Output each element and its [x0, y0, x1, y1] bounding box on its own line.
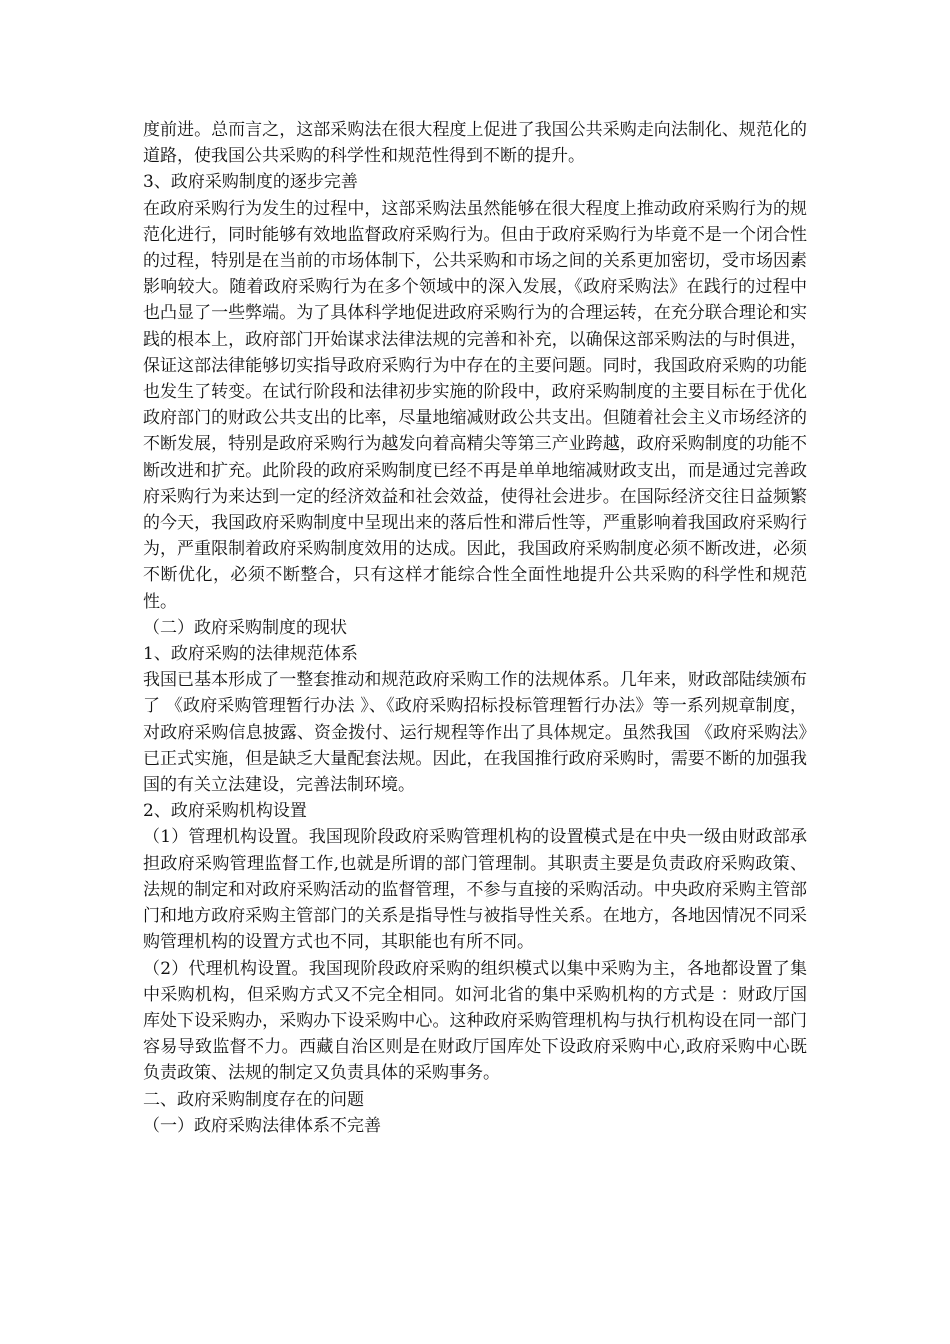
- paragraph-system-improvement: 在政府采购行为发生的过程中，这部采购法虽然能够在很大程度上推动政府采购行为的规范化进行，同时能够有效地监督政府采购行为。但由于政府采购行为毕竟不是一个闭合性的过程，特别是在当前的市场体制下，公共采购和市场之间的关系更加密切，受市场因素影响较大。随着政府采购行为在多个领域中的深入发展，《政府采购法》在践行的过程中也凸显了一些弊端。为了具体科学地促进政府采购行为的合理运转，在充分联合理论和实践的根本上，政府部门开始谋求法律法规的完善和补充，以确保这部采购法的与时俱进，保证这部法律能够切实指导政府采购行为中存在的主要问题。同时，我国政府采购的功能也发生了转变。在试行阶段和法律初步实施的阶段中，政府采购制度的主要目标在于优化政府部门的财政公共支出的比率，尽量地缩减财政公共支出。但随着社会主义市场经济的不断发展，特别是政府采购行为越发向着高精尖等第三产业跨越，政府采购制度的功能不断改进和扩充。此阶段的政府采购制度已经不再是单单地缩减财政支出，而是通过完善政府采购行为来达到一定的经济效益和社会效益，使得社会进步。在国际经济交往日益频繁的今天，我国政府采购制度中呈现出来的落后性和滞后性等，严重影响着我国政府采购行为，严重限制着政府采购制度效用的达成。因此，我国政府采购制度必须不断改进，必须不断优化，必须不断整合，只有这样才能综合性全面性地提升公共采购的科学性和规范性。: [143, 198, 807, 612]
- paragraph-management-agency: （1）管理机构设置。我国现阶段政府采购管理机构的设置模式是在中央一级由财政部承担政府采购管理监督工作,也就是所谓的部门管理制。其职责主要是负责政府采购政策、法规的制定和对政府采购活动的监督管理，不参与直接的采购活动。中央政府采购主管部门和地方政府采购主管部门的关系是指导性与被指导性关系。在地方，各地因情况不同采购管理机构的设置方式也不同，其职能也有所不同。: [143, 827, 807, 953]
- section-heading-agency-setup: 2、政府采购机构设置: [143, 801, 307, 822]
- section-heading-legal-system: 1、政府采购的法律规范体系: [143, 644, 358, 665]
- section-heading-problems: 二、政府采购制度存在的问题: [143, 1089, 364, 1110]
- section-heading-legal-incomplete: （一）政府采购法律体系不完善: [143, 1115, 381, 1136]
- paragraph-legal-system: 我国已基本形成了一整套推动和规范政府采购工作的法规体系。几年来，财政部陆续颁布了 《政府采购管理暂行办法 》、《政府采购招标投标管理暂行办法》等一系列规章制度，对政府采购信息披露、资金拨付、运行规程等作出了具体规定。虽然我国 《政府采购法》已正式实施，但是缺乏大量配套法规。因此，在我国推行政府采购时，需要不断的加强我国的有关立法建设，完善法制环境。: [143, 670, 807, 796]
- document-page: [143, 117, 807, 1139]
- section-heading-status: （二）政府采购制度的现状: [143, 617, 347, 638]
- section-heading-3: 3、政府采购制度的逐步完善: [143, 172, 358, 193]
- paragraph-proxy-agency: （2）代理机构设置。我国现阶段政府采购的组织模式以集中采购为主，各地都设置了集中采购机构，但采购方式又不完全相同。如河北省的集中采购机构的方式是 ：财政厅国库处下设采购办，采购办下设采购中心。这种政府采购管理机构与执行机构设在同一部门容易导致监督不力。西藏自治区则是在财政厅国库处下设政府采购中心,政府采购中心既负责政策、法规的制定又负责具体的采购事务。: [143, 958, 807, 1084]
- paragraph-intro-continuation: 度前进。总而言之，这部采购法在很大程度上促进了我国公共采购走向法制化、规范化的道路，使我国公共采购的科学性和规范性得到不断的提升。: [143, 120, 807, 167]
